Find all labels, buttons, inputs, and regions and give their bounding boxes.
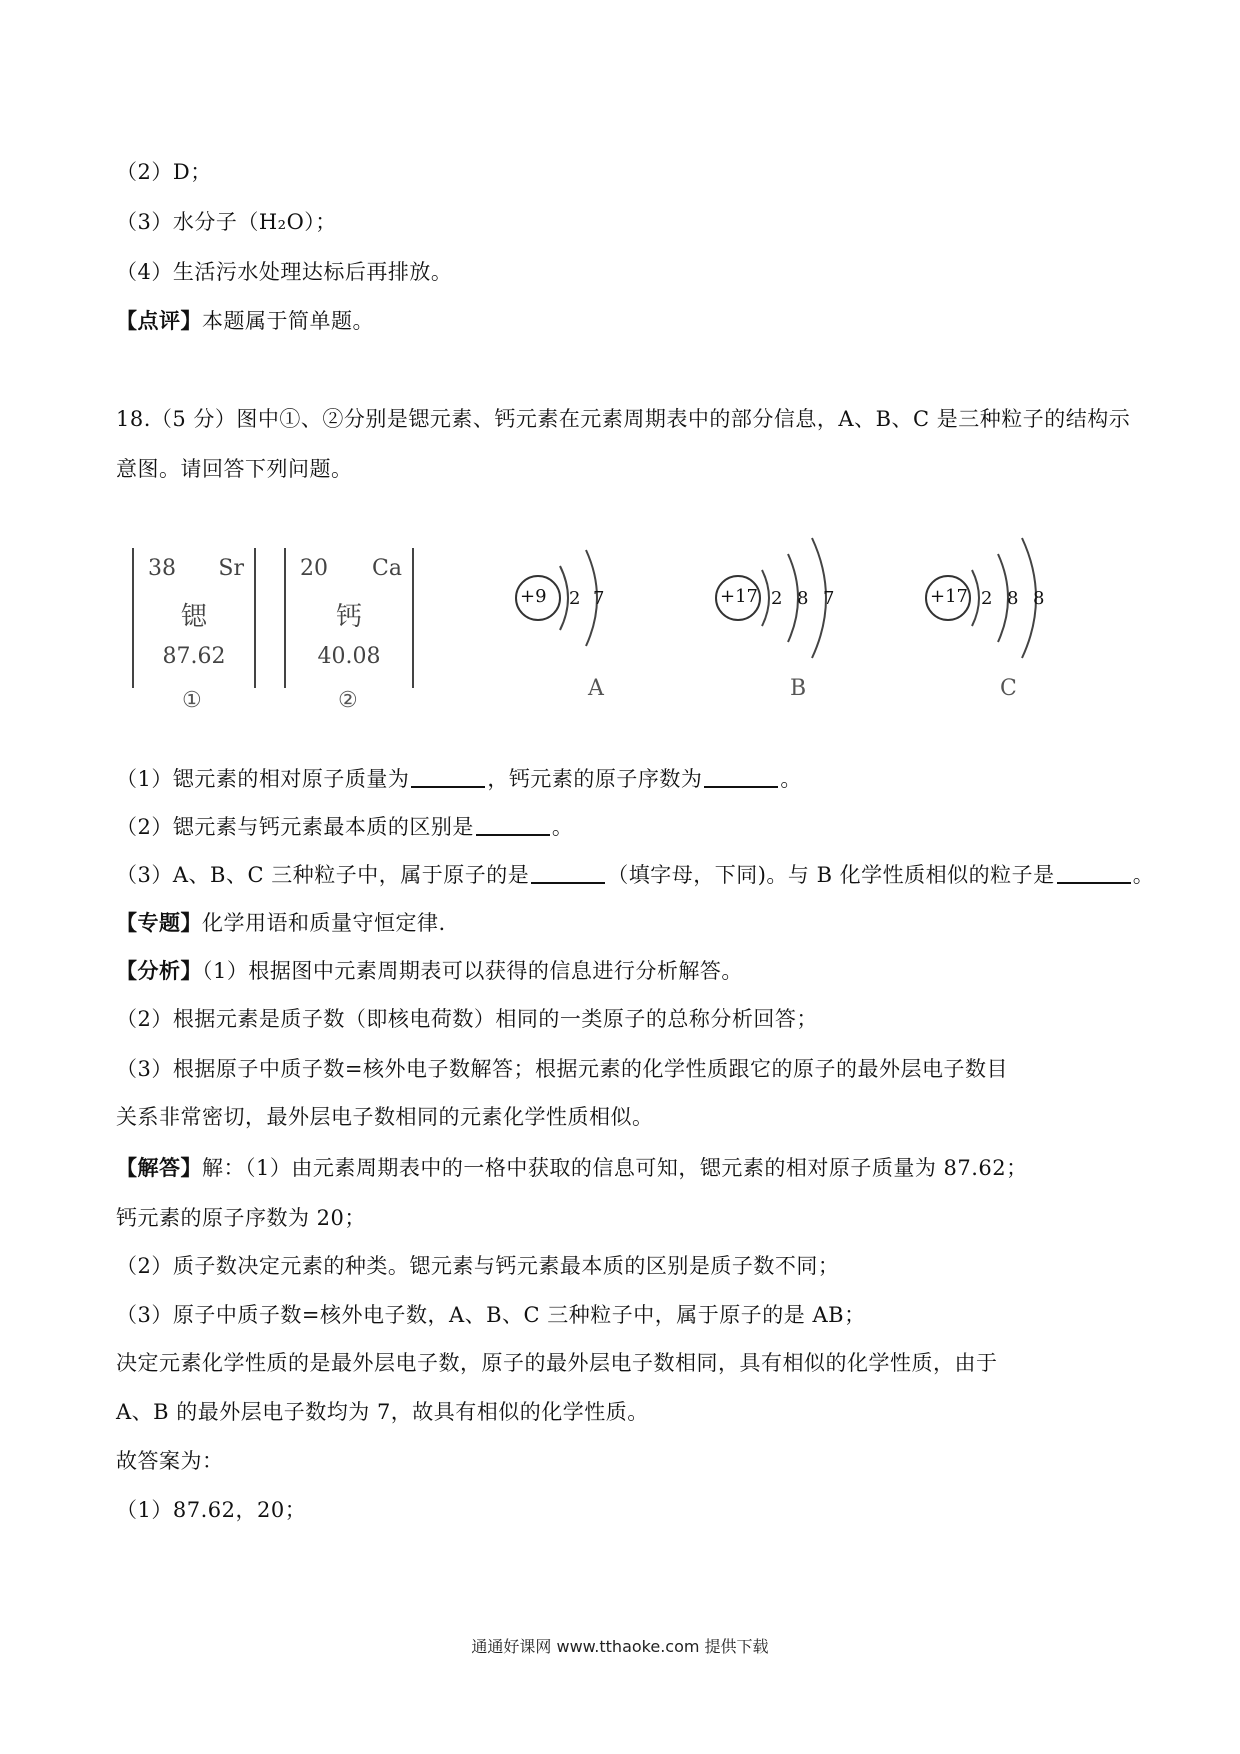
page-footer: 通通好课网 www.tthaoke.com 提供下载 <box>471 1637 769 1656</box>
shell-electrons: 2 <box>771 588 783 609</box>
q3-text-a: （3）A、B、C 三种粒子中，属于原子的是 <box>116 863 530 887</box>
q1-text-b: ，钙元素的原子序数为 <box>487 767 703 791</box>
answer-blank <box>1057 862 1131 884</box>
answer-blank <box>704 766 778 788</box>
analysis-line-4: 关系非常密切，最外层电子数相同的元素化学性质相似。 <box>116 1105 654 1129</box>
particle-c-svg <box>900 528 1100 688</box>
answer-line-7: 故答案为： <box>116 1449 224 1473</box>
sub-question-2 <box>116 812 573 842</box>
particle-label: C <box>1000 676 1017 701</box>
element-symbol: Ca <box>372 556 402 581</box>
particle-label: A <box>588 676 604 701</box>
review-line <box>116 306 374 336</box>
answer-line-3: （3）水分子（H₂O）； <box>116 210 337 234</box>
answer-line-1 <box>116 1153 1028 1183</box>
element-cell-calcium <box>284 548 414 688</box>
q1-text-c: 。 <box>780 767 802 791</box>
figure-label-2: ② <box>338 688 358 713</box>
shell-arc <box>762 570 769 626</box>
figure-label-1: ① <box>182 688 202 713</box>
shell-electrons: 8 <box>1033 588 1045 609</box>
shell-arc <box>560 566 568 630</box>
analysis-tag: 【分析】 <box>116 958 202 983</box>
review-text: 本题属于简单题。 <box>202 309 374 333</box>
particle-diagram-c <box>900 528 1100 718</box>
sub-question-1 <box>116 764 802 794</box>
answer-line-4b: （3）原子中质子数=核外电子数，A、B、C 三种粒子中，属于原子的是 AB； <box>116 1303 866 1327</box>
answer-line-4: （4）生活污水处理达标后再排放。 <box>116 260 453 284</box>
analysis-text: （1）根据图中元素周期表可以获得的信息进行分析解答。 <box>202 959 743 983</box>
analysis-line-1 <box>116 956 743 986</box>
shell-electrons: 8 <box>1007 588 1019 609</box>
answer-line-8: （1）87.62，20； <box>116 1498 307 1522</box>
particle-diagram-b <box>690 528 890 718</box>
particle-label: B <box>790 676 807 701</box>
answer-tag: 【解答】 <box>116 1155 202 1180</box>
answer-blank <box>476 814 550 836</box>
shell-electrons: 8 <box>797 588 809 609</box>
topic-tag: 【专题】 <box>116 910 202 935</box>
answer-text: 解：（1）由元素周期表中的一格中获取的信息可知，锶元素的相对原子质量为 87.62； <box>202 1156 1028 1180</box>
answer-line-5: 决定元素化学性质的是最外层电子数，原子的最外层电子数相同，具有相似的化学性质，由于 <box>116 1351 998 1375</box>
element-symbol: Sr <box>218 556 244 581</box>
answer-line-6: A、B 的最外层电子数均为 7，故具有相似的化学性质。 <box>116 1400 649 1424</box>
question-figure <box>120 528 1100 718</box>
shell-electrons: 7 <box>593 588 605 609</box>
q2-text-b: 。 <box>551 815 574 839</box>
sub-question-3 <box>116 860 1154 890</box>
answer-line-3b: （2）质子数决定元素的种类。锶元素与钙元素最本质的区别是质子数不同； <box>116 1254 840 1278</box>
question-line-1: 18.（5 分）图中①、②分别是锶元素、钙元素在元素周期表中的部分信息，A、B、C 是三种粒子的结构示 <box>116 407 1131 431</box>
shell-electrons: 2 <box>981 588 993 609</box>
atomic-mass: 40.08 <box>317 644 381 669</box>
answer-blank <box>411 766 485 788</box>
atomic-mass: 87.62 <box>162 644 226 669</box>
q2-text-a: （2）锶元素与钙元素最本质的区别是 <box>116 815 474 839</box>
atomic-number: 38 <box>148 556 176 581</box>
particle-diagram-a <box>490 528 690 718</box>
answer-line-2: （2）D； <box>116 160 212 184</box>
element-cell-strontium <box>132 548 256 688</box>
shell-arc <box>972 570 979 626</box>
analysis-line-3: （3）根据原子中质子数=核外电子数解答；根据元素的化学性质跟它的原子的最外层电子数目 <box>116 1057 1008 1081</box>
shell-electrons: 2 <box>569 588 581 609</box>
answer-line-2b: 钙元素的原子序数为 20； <box>116 1206 366 1230</box>
q3-text-c: 。 <box>1132 863 1155 887</box>
element-name: 锶 <box>180 602 207 632</box>
q1-text-a: （1）锶元素的相对原子质量为 <box>116 767 410 791</box>
review-tag: 【点评】 <box>116 308 202 333</box>
nucleus-charge: +9 <box>520 586 547 607</box>
analysis-line-2: （2）根据元素是质子数（即核电荷数）相同的一类原子的总称分析回答； <box>116 1007 818 1031</box>
shell-electrons: 7 <box>823 588 835 609</box>
q3-text-b: （填字母，下同)。与 B 化学性质相似的粒子是 <box>607 863 1055 887</box>
nucleus-charge: +17 <box>720 586 758 607</box>
topic-text: 化学用语和质量守恒定律. <box>202 911 446 935</box>
element-name: 钙 <box>335 602 362 632</box>
question-line-2: 意图。请回答下列问题。 <box>116 457 353 481</box>
answer-blank <box>531 862 605 884</box>
topic-line <box>116 908 446 938</box>
nucleus-charge: +17 <box>930 586 968 607</box>
particle-a-svg <box>490 528 690 688</box>
atomic-number: 20 <box>300 556 328 581</box>
